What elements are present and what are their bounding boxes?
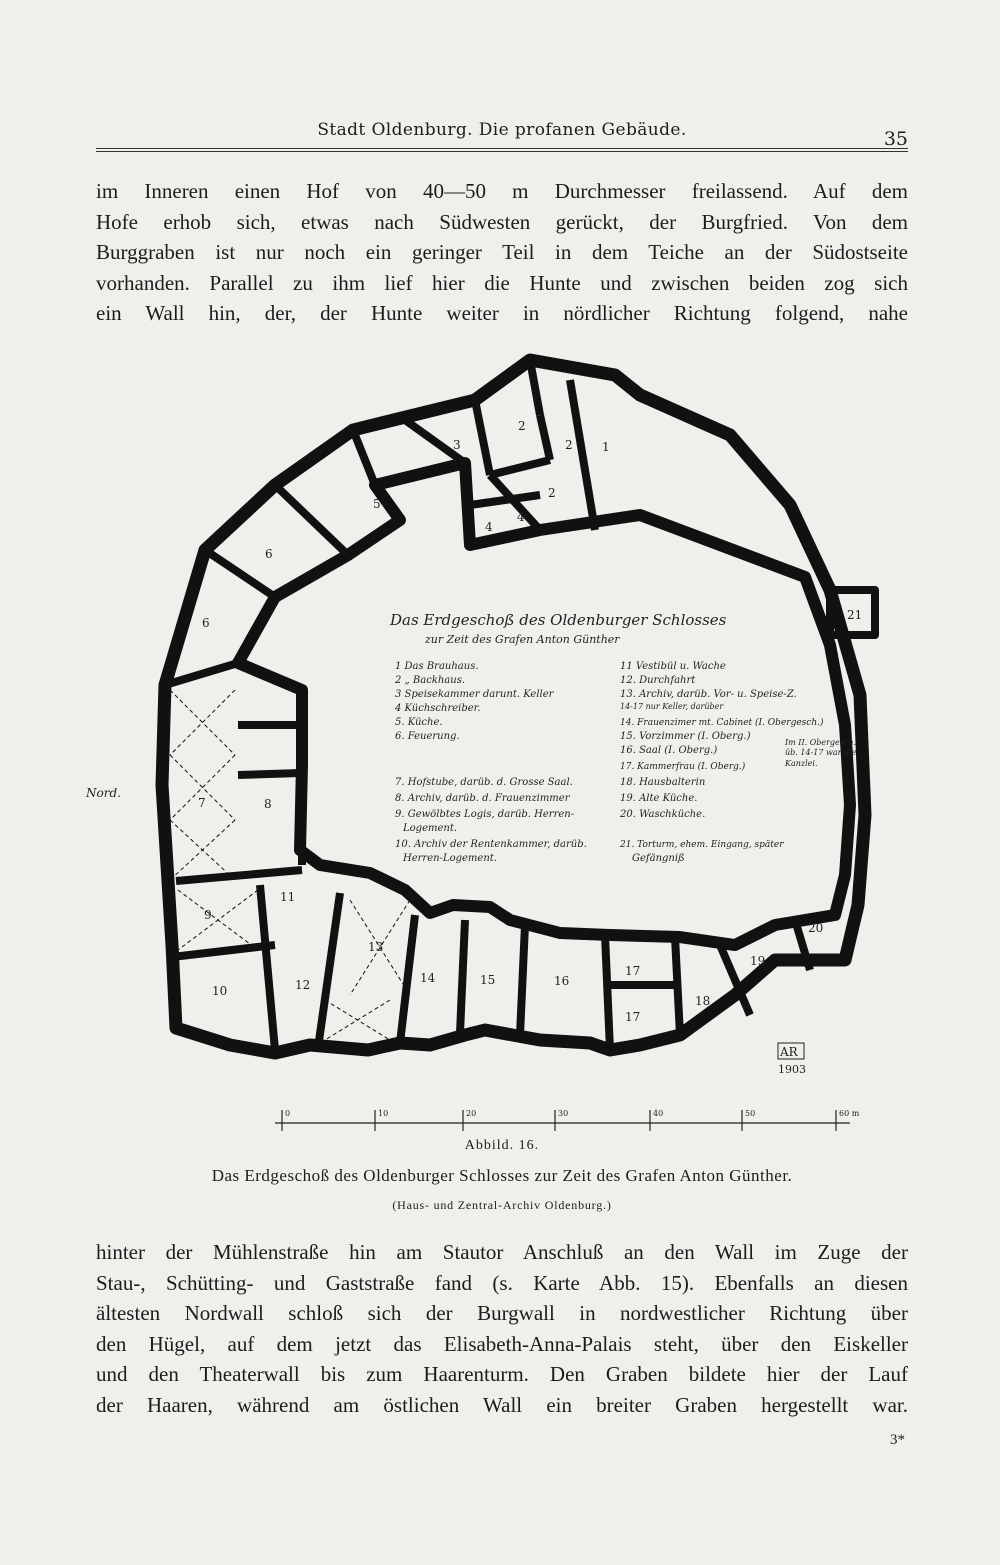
legend-entry: 11 Vestibül u. Wache bbox=[620, 661, 726, 672]
legend-note-line: Kanzlei. bbox=[785, 759, 818, 768]
figure-label: Abbild. 16. bbox=[464, 1138, 540, 1153]
room-label: 12 bbox=[295, 978, 311, 992]
legend-entry: 9. Gewölbtes Logis, darüb. Herren- bbox=[395, 809, 575, 820]
room-label: 19 bbox=[750, 954, 766, 968]
paragraph-bottom bbox=[96, 1237, 908, 1421]
legend-entry: Logement. bbox=[403, 823, 458, 834]
text-line: vorhanden. Parallel zu ihm lief hier die Hunte und zwischen beiden zog sich bbox=[96, 270, 908, 295]
room-label: 2 bbox=[518, 419, 526, 433]
legend-note-line: Im II. Obergesch. bbox=[785, 738, 857, 747]
north-label: Nord. bbox=[86, 786, 121, 800]
room-label: 10 bbox=[212, 984, 228, 998]
legend-entry: 19. Alte Küche. bbox=[620, 793, 698, 804]
text-line: der Haaren, während am östlichen Wall ein breiter Graben hergestellt war. bbox=[96, 1392, 908, 1417]
legend-entry: 8. Archiv, darüb. d. Frauenzimmer bbox=[395, 793, 570, 804]
legend-note-line: üb. 14-17 war die bbox=[785, 748, 857, 757]
text-line: Hofe erhob sich, etwas nach Südwesten gerückt, der Burgfried. Von dem bbox=[96, 209, 908, 234]
text-line: ein Wall hin, der, der Hunte weiter in nördlicher Richtung folgend, nahe bbox=[96, 301, 908, 326]
legend-entry: Herren-Logement. bbox=[403, 853, 497, 864]
room-label: 20 bbox=[808, 921, 824, 935]
room-label: 8 bbox=[264, 797, 272, 811]
room-label: 17 bbox=[625, 964, 641, 978]
room-label: 18 bbox=[695, 994, 711, 1008]
room-label: 13 bbox=[368, 940, 384, 954]
room-label: 3 bbox=[453, 438, 461, 452]
page-number: 35 bbox=[883, 128, 908, 150]
legend-entry: 7. Hofstube, darüb. d. Grosse Saal. bbox=[395, 777, 573, 788]
scale-label: 10 bbox=[378, 1109, 389, 1118]
legend-entry: 14. Frauenzimer mt. Cabinet (I. Obergesch.) bbox=[620, 718, 824, 728]
architect-monogram bbox=[778, 1043, 806, 1076]
room-label: 7 bbox=[198, 796, 206, 810]
running-head bbox=[96, 118, 908, 152]
scale-label: 40 bbox=[653, 1109, 664, 1118]
room-label: 21 bbox=[847, 608, 863, 622]
legend-entry: 14-17 nur Keller, darüber bbox=[620, 702, 724, 711]
scale-label: 0 bbox=[285, 1109, 291, 1118]
room-label: 17 bbox=[625, 1010, 641, 1024]
legend-entry: 3 Speisekammer darunt. Keller bbox=[395, 689, 554, 700]
legend-entry: 13. Archiv, darüb. Vor- u. Speise-Z. bbox=[620, 689, 797, 700]
room-label: 15 bbox=[480, 973, 496, 987]
legend-entry: 12. Durchfahrt bbox=[620, 675, 696, 686]
room-label: 1 bbox=[602, 440, 610, 454]
room-label: 16 bbox=[554, 974, 570, 988]
legend-entry: 6. Feuerung. bbox=[395, 731, 460, 742]
legend-entry: 5. Küche. bbox=[395, 717, 443, 728]
legend-entry: 17. Kammerfrau (I. Oberg.) bbox=[620, 762, 746, 772]
text-line: im Inneren einen Hof von 40—50 m Durchmesser freilassend. Auf dem bbox=[96, 179, 908, 203]
scale-label: 20 bbox=[466, 1109, 477, 1118]
monogram-text: AR bbox=[780, 1045, 798, 1059]
legend-entry: 21. Torturm, ehem. Eingang, später bbox=[620, 840, 784, 850]
running-title: Stadt Oldenburg. Die profanen Gebäude. bbox=[317, 120, 687, 140]
room-label: 14 bbox=[420, 971, 436, 985]
room-label: 6 bbox=[265, 547, 273, 561]
text-line: hinter der Mühlenstraße hin am Stautor Anschluß an den Wall im Zuge der bbox=[96, 1240, 908, 1264]
room-label: 4 bbox=[517, 510, 525, 524]
legend-entry: 18. Hausbalterin bbox=[620, 777, 706, 788]
legend-entry: 20. Waschküche. bbox=[620, 809, 706, 820]
scale-bar bbox=[275, 1109, 860, 1131]
legend-entry: 1 Das Brauhaus. bbox=[395, 661, 479, 672]
legend-entry: 2 „ Backhaus. bbox=[395, 675, 466, 686]
room-label: 9 bbox=[204, 908, 212, 922]
plan-title: Das Erdgeschoß des Oldenburger Schlosses bbox=[390, 611, 727, 629]
plan-subtitle: zur Zeit des Grafen Anton Günther bbox=[425, 633, 620, 646]
room-label: 2 bbox=[565, 438, 573, 452]
room-label: 5 bbox=[373, 497, 381, 511]
figure-source: (Haus- und Zentral-Archiv Oldenburg.) bbox=[392, 1198, 612, 1212]
scale-label: 50 bbox=[745, 1109, 756, 1118]
monogram-year: 1903 bbox=[778, 1063, 806, 1076]
plan-legend-left bbox=[394, 661, 587, 864]
header-rule bbox=[96, 148, 908, 152]
room-label: 2 bbox=[548, 486, 556, 500]
legend-entry: 15. Vorzimmer (I. Oberg.) bbox=[620, 731, 751, 742]
legend-entry: 4 Küchschreiber. bbox=[395, 703, 481, 714]
scale-label: 60 m bbox=[839, 1109, 860, 1118]
text-line: und den Theaterwall bis zum Haarenturm. Den Graben bildete hier der Lauf bbox=[96, 1362, 908, 1387]
room-label: 4 bbox=[485, 520, 493, 534]
legend-entry: 16. Saal (I. Oberg.) bbox=[620, 745, 718, 756]
floor-plan bbox=[162, 360, 875, 1053]
room-label: 11 bbox=[280, 890, 296, 904]
room-label: 6 bbox=[202, 616, 210, 630]
text-line: ältesten Nordwall schloß sich der Burgwall in nordwestlicher Richtung über bbox=[96, 1301, 908, 1326]
figure-caption: Das Erdgeschoß des Oldenburger Schlosses zur Zeit des Grafen Anton Günther. bbox=[211, 1166, 793, 1185]
text-line: Burggraben ist nur noch ein geringer Teil in dem Teiche an der Südostseite bbox=[96, 240, 908, 265]
legend-entry: Gefängniß bbox=[632, 853, 685, 864]
text-line: Stau-, Schütting- und Gaststraße fand (s. Karte Abb. 15). Ebenfalls an diesen bbox=[96, 1270, 908, 1295]
legend-entry: 10. Archiv der Rentenkammer, darüb. bbox=[395, 839, 587, 850]
paragraph-top bbox=[96, 176, 908, 329]
floor-plan-figure bbox=[70, 345, 930, 1135]
vault-hatching bbox=[170, 690, 410, 1040]
signature-mark: 3* bbox=[890, 1432, 905, 1448]
scale-label: 30 bbox=[558, 1109, 569, 1118]
text-line: den Hügel, auf dem jetzt das Elisabeth-Anna-Palais steht, über den Eiskeller bbox=[96, 1331, 908, 1356]
